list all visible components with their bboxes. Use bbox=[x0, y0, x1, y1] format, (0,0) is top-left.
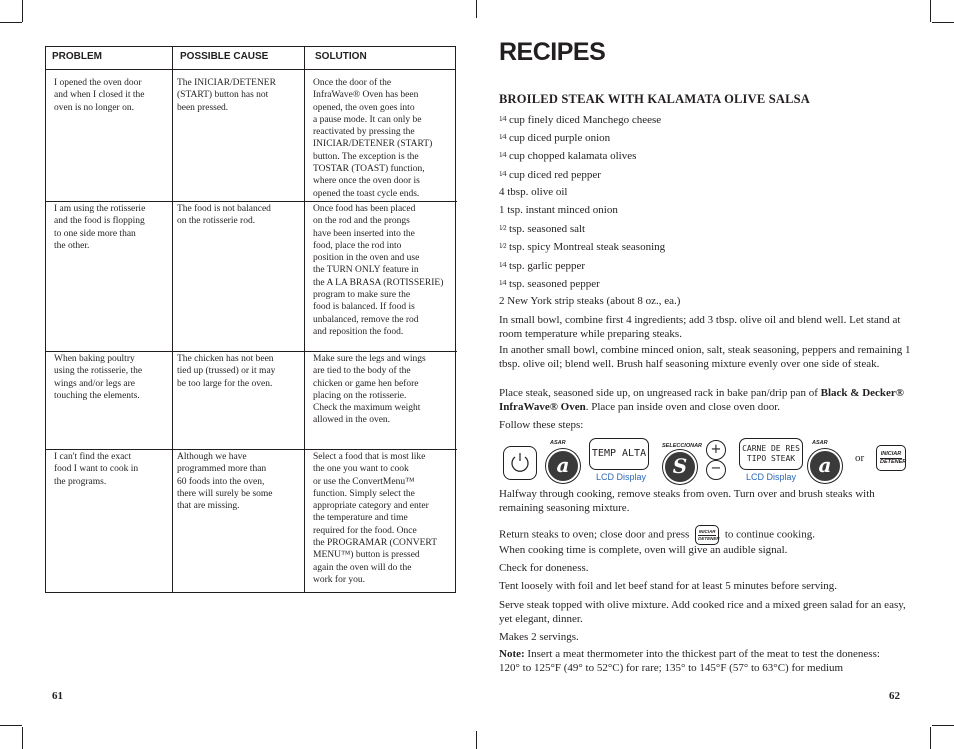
cell-line: appropriate category and enter bbox=[313, 501, 429, 512]
cell-line: touching the elements. bbox=[54, 390, 140, 401]
step-return-text-end: to continue cooking. bbox=[724, 528, 815, 541]
column-divider bbox=[304, 47, 305, 592]
ingredient-item bbox=[499, 186, 567, 200]
cell-line: I can't find the exact bbox=[54, 452, 132, 462]
lcd-display-label: LCD Display bbox=[596, 472, 647, 482]
table-cell-cause bbox=[177, 77, 299, 114]
cell-line: the A LA BRASA (ROTISSERIE) bbox=[313, 277, 444, 288]
cell-line: placing on the rotisserie. bbox=[313, 390, 407, 401]
crop-mark bbox=[930, 727, 931, 749]
crop-mark bbox=[932, 725, 954, 726]
table-header bbox=[46, 47, 455, 70]
cell-line: on the rod and the prongs bbox=[313, 216, 410, 227]
cell-line: where once the oven door is bbox=[313, 176, 420, 187]
cell-line: I am using the rotisserie bbox=[54, 204, 146, 214]
or-text: or bbox=[855, 452, 865, 464]
cell-line: are tied to the body of the bbox=[313, 366, 411, 377]
cell-line: been pressed. bbox=[177, 102, 229, 113]
lcd-food-line1: CARNE DE RES bbox=[742, 444, 800, 453]
ingredient-text: tsp. garlic pepper bbox=[506, 259, 586, 272]
ingredient-item bbox=[499, 113, 661, 128]
table-cell-problem bbox=[54, 451, 166, 488]
cell-line: the temperature and time bbox=[313, 513, 408, 524]
step-tent: Tent loosely with foil and let beef stand for at least 5 minutes before serving. bbox=[499, 580, 837, 592]
crop-mark bbox=[930, 0, 931, 22]
cell-line: Once the door of the bbox=[313, 78, 392, 88]
table-cell-problem bbox=[54, 353, 166, 402]
ingredient-fraction: 1⁄4 bbox=[499, 115, 507, 123]
ingredient-fraction: 1⁄2 bbox=[499, 242, 507, 251]
ingredient-fraction: 1⁄2 bbox=[499, 224, 507, 233]
lcd-food-line2: TIPO STEAK bbox=[746, 454, 796, 463]
header-problem: PROBLEM bbox=[52, 51, 102, 62]
cell-line: food, place the rod into bbox=[313, 240, 402, 251]
cell-line: wings and/or legs are bbox=[54, 378, 135, 389]
cell-line: the programs. bbox=[54, 476, 107, 487]
cell-line: opened, the oven goes into bbox=[313, 102, 415, 113]
ingredient-item bbox=[499, 149, 636, 164]
ingredient-fraction: 1⁄4 bbox=[499, 151, 507, 160]
table-cell-cause bbox=[177, 353, 299, 390]
table-cell-solution bbox=[313, 451, 453, 586]
ingredient-text: cup diced purple onion bbox=[506, 132, 611, 145]
crop-mark bbox=[22, 0, 23, 22]
servings: Makes 2 servings. bbox=[499, 631, 579, 643]
cell-line: again the oven will do the bbox=[313, 562, 412, 573]
start-stop-button-icon bbox=[876, 445, 906, 471]
step-return-text: Return steaks to oven; close door and press bbox=[499, 528, 690, 541]
ingredient-item bbox=[499, 168, 601, 183]
ingredient-item bbox=[499, 277, 600, 292]
ingredient-item bbox=[499, 295, 680, 309]
cell-line: 60 foods into the oven, bbox=[177, 476, 265, 487]
crop-mark bbox=[932, 22, 954, 23]
note-label: Note: bbox=[499, 648, 525, 660]
page-number-left: 61 bbox=[52, 690, 63, 702]
cell-line: required for the food. Once bbox=[313, 525, 417, 536]
cell-line: and reposition the food. bbox=[313, 326, 404, 337]
row-separator bbox=[46, 201, 457, 202]
ingredient-text: cup diced red pepper bbox=[506, 168, 601, 181]
ingredient-item bbox=[499, 259, 585, 274]
cell-line: I opened the oven door bbox=[54, 78, 142, 88]
broil-dial-icon: a bbox=[808, 449, 842, 483]
lcd-display-label: LCD Display bbox=[746, 472, 797, 482]
cell-line: and when I closed it the bbox=[54, 90, 145, 101]
crop-mark bbox=[476, 731, 477, 749]
cell-line: opened the toast cycle ends. bbox=[313, 188, 420, 199]
table-cell-solution bbox=[313, 353, 453, 427]
table-cell-problem bbox=[54, 77, 166, 114]
cell-line: function. Simply select the bbox=[313, 488, 415, 499]
cell-line: that are missing. bbox=[177, 501, 240, 512]
step-halfway: Halfway through cooking, remove steaks from oven. Turn over and brush steaks with remaining seasoning mixture. bbox=[499, 488, 875, 514]
page-number-right: 62 bbox=[889, 690, 900, 702]
iniciar-label: INICIAR bbox=[698, 529, 716, 534]
cell-line: oven is no longer on. bbox=[54, 102, 134, 113]
header-cause: POSSIBLE CAUSE bbox=[180, 51, 269, 62]
crop-mark bbox=[476, 0, 477, 18]
cell-line: food I want to cook in bbox=[54, 464, 139, 475]
select-dial-icon: S bbox=[663, 450, 697, 484]
row-separator bbox=[46, 449, 457, 450]
ingredient-fraction: 1⁄4 bbox=[499, 278, 507, 287]
cell-line: (START) button has not bbox=[177, 90, 269, 101]
power-button-icon bbox=[503, 446, 537, 480]
ingredient-item bbox=[499, 131, 610, 146]
cell-line: be too large for the oven. bbox=[177, 378, 273, 389]
troubleshooting-table bbox=[45, 46, 456, 593]
step-place-text: Place steak, seasoned side up, on ungreased rack in bake pan/drip pan of bbox=[499, 387, 821, 399]
broil-dial-icon: a bbox=[546, 449, 580, 483]
cell-line: Select a food that is most like bbox=[313, 452, 426, 462]
note bbox=[499, 648, 899, 675]
ingredient-fraction: 1⁄4 bbox=[499, 169, 507, 178]
seleccionar-label: SELECCIONAR bbox=[662, 443, 703, 449]
cell-line: on the rotisserie rod. bbox=[177, 216, 256, 227]
note-text: Insert a meat thermometer into the thickest part of the meat to test the doneness: 120° to 125°F (49° to 52°C) for rare; 135° to 145°F (57° to 63°C) for medium bbox=[499, 648, 880, 674]
cell-line: work for you. bbox=[313, 574, 365, 585]
column-divider bbox=[172, 47, 173, 592]
cell-line: using the rotisserie, the bbox=[54, 366, 143, 377]
lcd-food-display bbox=[739, 438, 803, 470]
cell-line: a pause mode. It can only be bbox=[313, 114, 422, 125]
minus-button-icon: − bbox=[706, 460, 726, 480]
follow-steps: Follow these steps: bbox=[499, 419, 584, 431]
ingredient-text: 4 tbsp. olive oil bbox=[499, 185, 568, 198]
cell-line: and the food is flopping bbox=[54, 216, 145, 227]
lcd-temp-display: TEMP ALTA bbox=[589, 438, 649, 470]
step-season: In another small bowl, combine minced onion, salt, steak seasoning, peppers and remaining 1 tbsp. olive oil; blend well. Brush half seasoning mixture evenly over one side of steak. bbox=[499, 344, 911, 370]
step-complete: When cooking time is complete, oven will give an audible signal. bbox=[499, 544, 788, 556]
cell-line: button. The exception is the bbox=[313, 151, 419, 162]
ingredient-item bbox=[499, 222, 585, 237]
cell-line: Check the maximum weight bbox=[313, 403, 421, 414]
asar-label: ASAR bbox=[550, 440, 566, 446]
step-combine: In small bowl, combine first 4 ingredients; add 3 tbsp. olive oil and blend well. Let stand at room temperature while preparing steaks. bbox=[499, 314, 901, 340]
detener-label: DETENER bbox=[698, 536, 720, 541]
cell-line: the PROGRAMAR (CONVERT bbox=[313, 538, 437, 549]
plus-button-icon: + bbox=[706, 440, 726, 460]
ingredient-text: cup finely diced Manchego cheese bbox=[506, 114, 662, 126]
cell-line: food is balanced. If food is bbox=[313, 302, 415, 313]
cell-line: the other. bbox=[54, 240, 90, 251]
table-cell-problem bbox=[54, 203, 166, 252]
cell-line: to one side more than bbox=[54, 228, 136, 239]
cell-line: unbalanced, remove the rod bbox=[313, 314, 419, 325]
cell-line: programmed more than bbox=[177, 464, 267, 475]
brand-name: Black & Decker® InfraWave® Oven bbox=[499, 387, 905, 413]
table-cell-solution bbox=[313, 203, 453, 338]
cell-line: The INICIAR/DETENER bbox=[177, 78, 276, 88]
ingredient-fraction: 1⁄4 bbox=[499, 133, 507, 142]
recipe-title: BROILED STEAK WITH KALAMATA OLIVE SALSA bbox=[499, 92, 810, 106]
cell-line: reactivated by pressing the bbox=[313, 127, 415, 138]
step-doneness: Check for doneness. bbox=[499, 562, 589, 574]
asar-label: ASAR bbox=[812, 440, 828, 446]
crop-mark bbox=[0, 725, 22, 726]
cell-line: program to make sure the bbox=[313, 290, 411, 301]
cell-line: MENU™) button is pressed bbox=[313, 550, 420, 561]
crop-mark bbox=[0, 22, 22, 23]
cell-line: allowed in the oven. bbox=[313, 415, 391, 426]
cell-line: position in the oven and use bbox=[313, 253, 420, 264]
cell-line: have been inserted into the bbox=[313, 228, 415, 239]
iniciar-label: INICIAR bbox=[880, 451, 902, 457]
cell-line: tied up (trussed) or it may bbox=[177, 366, 276, 377]
ingredient-item bbox=[499, 204, 618, 218]
cell-line: Although we have bbox=[177, 452, 247, 462]
cell-line: When baking poultry bbox=[54, 354, 135, 364]
table-cell-cause bbox=[177, 451, 299, 512]
table-cell-cause bbox=[177, 203, 299, 228]
cell-line: the TURN ONLY feature in bbox=[313, 265, 419, 276]
step-place-text-end: . Place pan inside oven and close oven door. bbox=[585, 400, 781, 413]
step-return bbox=[499, 525, 815, 545]
crop-mark bbox=[22, 727, 23, 749]
start-stop-button-icon bbox=[695, 525, 719, 545]
page-title: RECIPES bbox=[499, 38, 606, 66]
cell-line: InfraWave® Oven has been bbox=[313, 90, 419, 101]
ingredient-text: cup chopped kalamata olives bbox=[506, 150, 637, 163]
step-place-steak bbox=[499, 387, 911, 414]
detener-label: DETENER bbox=[880, 459, 907, 465]
cell-line: or use the ConvertMenu™ bbox=[313, 476, 415, 487]
cell-line: TOSTAR (TOAST) function, bbox=[313, 164, 425, 175]
cell-line: INICIAR/DETENER (START) bbox=[313, 139, 433, 150]
cell-line: Once food has been placed bbox=[313, 204, 416, 214]
ingredient-fraction: 1⁄4 bbox=[499, 260, 507, 269]
cell-line: chicken or game hen before bbox=[313, 378, 419, 389]
ingredient-text: tsp. seasoned pepper bbox=[506, 277, 600, 290]
ingredient-text: tsp. seasoned salt bbox=[506, 223, 586, 236]
cell-line: The food is not balanced bbox=[177, 204, 271, 214]
header-solution: SOLUTION bbox=[315, 51, 367, 62]
table-cell-solution bbox=[313, 77, 453, 200]
cell-line: the one you want to cook bbox=[313, 464, 409, 475]
ingredient-text: 2 New York strip steaks (about 8 oz., ea.) bbox=[499, 295, 681, 307]
ingredient-text: tsp. spicy Montreal steak seasoning bbox=[506, 241, 666, 254]
cell-line: Make sure the legs and wings bbox=[313, 354, 426, 364]
cell-line: The chicken has not been bbox=[177, 354, 274, 364]
row-separator bbox=[46, 351, 457, 352]
ingredient-item bbox=[499, 240, 665, 255]
cell-line: there will surely be some bbox=[177, 488, 273, 499]
step-serve: Serve steak topped with olive mixture. Add cooked rice and a mixed green salad for an easy, yet elegant, dinner. bbox=[499, 599, 906, 625]
ingredient-text: 1 tsp. instant minced onion bbox=[499, 204, 618, 216]
